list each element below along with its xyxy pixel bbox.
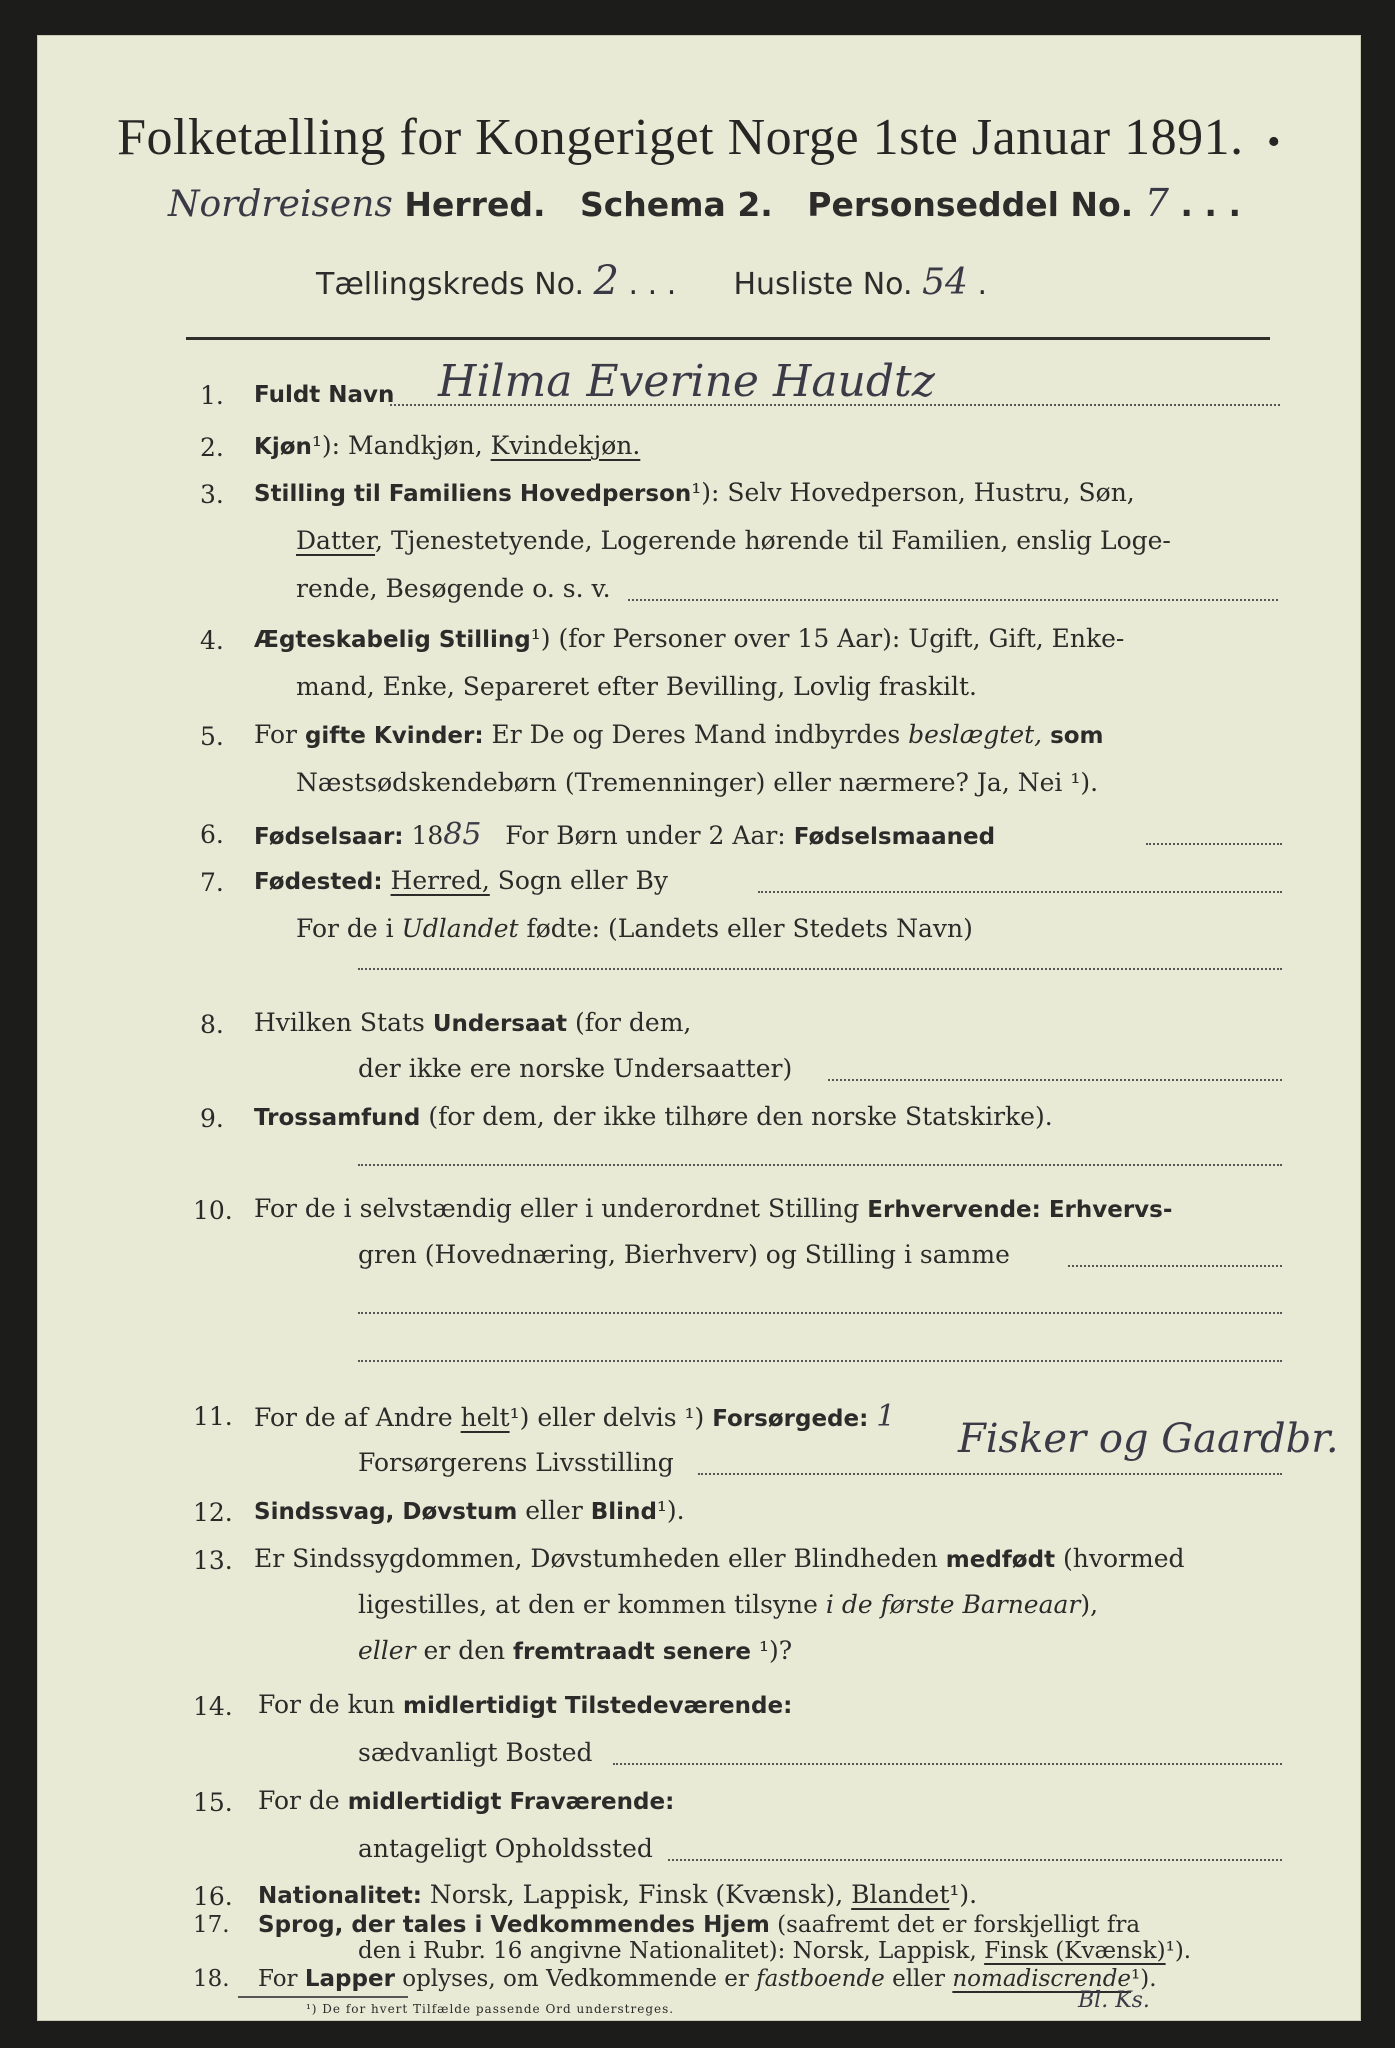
item-5-bold: gifte Kvinder: bbox=[304, 723, 484, 749]
item-13-italic: i de første Barneaar bbox=[825, 1590, 1081, 1619]
footnote-rule bbox=[238, 1996, 408, 1998]
item-18-bold: Lapper bbox=[304, 1966, 395, 1992]
herred-value: Nordreisens bbox=[168, 184, 393, 225]
item-11-body2: ¹) eller delvis ¹) bbox=[509, 1403, 705, 1432]
item-7-body3: fødte: (Landets eller Stedets Navn) bbox=[526, 914, 973, 943]
item-3-number: 3. bbox=[200, 480, 224, 509]
schema-label: Schema 2. bbox=[579, 185, 773, 224]
item-1-number: 1. bbox=[200, 381, 224, 410]
item-18-body3: eller bbox=[892, 1966, 946, 1992]
item-12-body2: ¹). bbox=[656, 1496, 685, 1525]
item-13-line1 bbox=[254, 1546, 1185, 1572]
title-dot-mark: • bbox=[1257, 121, 1281, 163]
item-17-body3: ¹). bbox=[1165, 1938, 1192, 1964]
item-16-bold: Nationalitet: bbox=[258, 1883, 422, 1909]
header-rule bbox=[186, 337, 1270, 340]
signature: Bl. Ks. bbox=[1078, 1988, 1150, 2013]
item-6-number: 6. bbox=[200, 820, 224, 849]
item-8-dotline bbox=[828, 1079, 1282, 1081]
item-6-bold2: Fødselsmaaned bbox=[793, 824, 996, 850]
item-3-underlined: Datter bbox=[296, 526, 376, 555]
item-4-line2 bbox=[296, 674, 977, 699]
title-text: Folketælling for Kongeriget Norge 1ste Januar 1891. bbox=[117, 109, 1244, 166]
husliste-dots: . bbox=[977, 267, 987, 302]
item-9-number: 9. bbox=[200, 1104, 224, 1133]
item-8-body: Hvilken Stats bbox=[254, 1008, 425, 1037]
item-4-body: ¹) (for Personer over 15 Aar): Ugift, Gift, Enke- bbox=[530, 624, 1125, 653]
footnote: ¹) De for hvert Tilfælde passende Ord understreges. bbox=[306, 2002, 675, 2016]
item-17-line2 bbox=[358, 1940, 1191, 1963]
item-14-line1 bbox=[258, 1692, 792, 1718]
item-14-bold: midlertidigt Tilstedeværende: bbox=[402, 1693, 793, 1719]
item-9-dotline bbox=[358, 1164, 1282, 1166]
item-16-body: Norsk, Lappisk, Finsk (Kvænsk), bbox=[429, 1880, 844, 1909]
item-6-line bbox=[254, 817, 996, 852]
item-6-body2: For Børn under 2 Aar: bbox=[505, 821, 786, 850]
item-10-body2: Erhvervs- bbox=[1048, 1197, 1173, 1223]
item-10-dotline1 bbox=[1068, 1265, 1282, 1267]
husliste-value: 54 bbox=[922, 262, 968, 303]
item-14-number: 14. bbox=[193, 1692, 233, 1721]
item-13-body5: er den bbox=[423, 1636, 506, 1665]
item-13-italic2: eller bbox=[358, 1636, 416, 1665]
item-8-bold: Undersaat bbox=[432, 1011, 568, 1037]
item-13-body3: ligestilles, at den er kommen tilsyne bbox=[358, 1590, 818, 1619]
item-15-line2 bbox=[358, 1836, 653, 1861]
item-3-line2 bbox=[296, 528, 1171, 553]
item-3-body3: rende, Besøgende o. s. v. bbox=[296, 574, 611, 603]
item-11-line2 bbox=[358, 1450, 674, 1475]
item-12-bold: Sindssvag, Døvstum bbox=[254, 1499, 518, 1525]
item-7-bold: Fødested: bbox=[254, 869, 383, 895]
item-10-body3: gren (Hovednæring, Bierhverv) og Stilling i samme bbox=[358, 1240, 1010, 1269]
item-2-bold: Kjøn bbox=[254, 434, 312, 460]
item-6-dotline bbox=[1146, 843, 1282, 845]
item-5-pre: For bbox=[254, 720, 297, 749]
item-17-body2: den i Rubr. 16 angivne Nationalitet): Norsk, Lappisk, bbox=[358, 1938, 977, 1964]
item-10-bold: Erhvervende: bbox=[867, 1197, 1041, 1223]
census-form-sheet bbox=[38, 36, 1360, 2020]
item-18-number: 18. bbox=[193, 1966, 230, 1992]
item-14-body: For de kun bbox=[258, 1690, 396, 1719]
item-11-bold: Forsørgede: bbox=[712, 1406, 869, 1432]
item-11-line1 bbox=[254, 1399, 896, 1434]
item-7-dotline1 bbox=[758, 891, 1282, 893]
form-title bbox=[38, 108, 1360, 167]
item-7-line1 bbox=[254, 868, 668, 894]
item-13-body4: ), bbox=[1080, 1590, 1099, 1619]
item-17-underlined: Finsk (Kvænsk) bbox=[984, 1938, 1166, 1964]
item-7-italic: Udlandet bbox=[401, 914, 519, 943]
item-11-number: 11. bbox=[193, 1402, 233, 1431]
kreds-value: 2 bbox=[593, 258, 619, 304]
item-12-line bbox=[254, 1498, 685, 1524]
item-18-body2: oplyses, om Vedkommende er bbox=[402, 1966, 749, 1992]
item-3-line3 bbox=[296, 576, 611, 601]
item-3-dotline bbox=[628, 599, 1278, 601]
item-11-dotline bbox=[698, 1473, 1282, 1475]
item-2-underlined: Kvindekjøn. bbox=[490, 431, 641, 460]
kreds-dots: . . . bbox=[628, 267, 724, 302]
item-6-bold: Fødselsaar: bbox=[254, 824, 404, 850]
item-16-number: 16. bbox=[193, 1882, 233, 1911]
item-3-bold: Stilling til Familiens Hovedperson bbox=[254, 481, 692, 507]
item-16-body2: ¹). bbox=[949, 1880, 978, 1909]
item-18-num-wrap bbox=[193, 1968, 230, 1991]
item-13-body6: ¹)? bbox=[758, 1636, 793, 1665]
item-10-body: For de i selvstændig eller i underordnet Stilling bbox=[254, 1194, 860, 1223]
item-2-text bbox=[254, 433, 640, 459]
item-4-number: 4. bbox=[200, 626, 224, 655]
item-10-number: 10. bbox=[193, 1196, 233, 1225]
item-5-number: 5. bbox=[200, 722, 224, 751]
item-9-body: (for dem, der ikke tilhøre den norske Statskirke). bbox=[428, 1102, 1053, 1131]
item-17-body: (saafremt det er forskjelligt fra bbox=[777, 1912, 1141, 1938]
item-17-num-wrap bbox=[193, 1914, 230, 1937]
item-18-line bbox=[258, 1968, 1157, 1991]
personseddel-value: 7 bbox=[1144, 181, 1169, 225]
item-14-body2: sædvanligt Bosted bbox=[358, 1738, 593, 1767]
item-11-answer: 1 bbox=[876, 1399, 896, 1434]
item-11-body3: Forsørgerens Livsstilling bbox=[358, 1448, 674, 1477]
husliste-label: Husliste No. bbox=[733, 267, 913, 302]
item-4-body2: mand, Enke, Separeret efter Bevilling, Lovlig fraskilt. bbox=[296, 672, 977, 701]
herred-label: Herred. bbox=[404, 185, 546, 224]
item-8-body3: der ikke ere norske Undersaatter) bbox=[358, 1054, 793, 1083]
item-1-label bbox=[254, 381, 394, 407]
item-13-body2: (hvormed bbox=[1063, 1544, 1185, 1573]
item-15-dotline bbox=[668, 1859, 1282, 1861]
item-7-body: Sogn eller By bbox=[497, 866, 668, 895]
item-8-line2 bbox=[358, 1056, 792, 1081]
item-18-italic: fastboende bbox=[756, 1966, 885, 1992]
item-18-italic2: nomadiscrende bbox=[952, 1966, 1132, 1992]
item-7-dotline2 bbox=[358, 968, 1282, 970]
item-5-body2: Næstsødskendebørn (Tremenninger) eller nærmere? Ja, Nei ¹). bbox=[296, 768, 1099, 797]
item-18-body4: ¹). bbox=[1131, 1966, 1157, 1992]
item-7-line2 bbox=[296, 916, 973, 941]
item-13-number: 13. bbox=[193, 1546, 233, 1575]
item-10-dotline3 bbox=[358, 1360, 1282, 1362]
kreds-husliste-line bbox=[316, 258, 987, 304]
personseddel-label: Personseddel No. bbox=[807, 185, 1134, 224]
item-13-line3 bbox=[358, 1638, 792, 1664]
item-14-line2 bbox=[358, 1740, 593, 1765]
item-17-line1 bbox=[258, 1914, 1140, 1937]
item-7-underlined: Herred, bbox=[390, 866, 490, 895]
item-12-number: 12. bbox=[193, 1498, 233, 1527]
item-2-number: 2. bbox=[200, 433, 224, 462]
herred-schema-line bbox=[168, 181, 1241, 225]
item-7-number: 7. bbox=[200, 868, 224, 897]
item-3-body: ¹): Selv Hovedperson, Hustru, Søn, bbox=[691, 478, 1135, 507]
item-2-body: ¹): Mandkjøn, bbox=[311, 431, 483, 460]
item-5-post: som bbox=[1050, 723, 1104, 749]
item-11-body: For de af Andre bbox=[254, 1403, 453, 1432]
item-13-line2 bbox=[358, 1592, 1098, 1617]
item-1-label-text: Fuldt Navn bbox=[254, 382, 395, 408]
item-5-line1 bbox=[254, 722, 1104, 748]
item-13-bold: medfødt bbox=[945, 1547, 1056, 1573]
item-10-line1 bbox=[254, 1196, 1172, 1222]
item-6-body: 18 bbox=[411, 821, 444, 850]
item-15-body2: antageligt Opholdssted bbox=[358, 1834, 653, 1863]
item-12-bold2: Blind bbox=[590, 1499, 657, 1525]
item-5-italic: beslægtet, bbox=[908, 720, 1043, 749]
item-13-body: Er Sindssygdommen, Døvstumheden eller Blindheden bbox=[254, 1544, 938, 1573]
item-11-underlined: helt bbox=[460, 1403, 510, 1432]
item-10-dotline2 bbox=[358, 1312, 1282, 1314]
item-4-bold: Ægteskabelig Stilling bbox=[254, 627, 531, 653]
item-18-pre: For bbox=[258, 1966, 298, 1992]
item-13-bold2: fremtraadt senere bbox=[513, 1639, 752, 1665]
kreds-label: Tællingskreds No. bbox=[316, 267, 584, 302]
item-10-line2 bbox=[358, 1242, 1010, 1267]
item-9-bold: Trossamfund bbox=[254, 1105, 421, 1131]
item-3-line1 bbox=[254, 480, 1135, 506]
item-15-number: 15. bbox=[193, 1788, 233, 1817]
item-8-number: 8. bbox=[200, 1010, 224, 1039]
item-7-body2: For de i bbox=[296, 914, 394, 943]
personseddel-dots: . . . bbox=[1180, 185, 1241, 224]
item-16-line bbox=[258, 1882, 977, 1908]
item-12-body: eller bbox=[525, 1496, 583, 1525]
item-15-bold: midlertidigt Fraværende: bbox=[347, 1789, 675, 1815]
item-16-underlined: Blandet bbox=[851, 1880, 950, 1909]
item-8-line1 bbox=[254, 1010, 691, 1036]
item-14-dotline bbox=[613, 1763, 1282, 1765]
item-17-number: 17. bbox=[193, 1912, 230, 1938]
item-11-answer2: Fisker og Gaardbr. bbox=[958, 1416, 1339, 1462]
item-3-body2: , Tjenestetyende, Logerende hørende til Familien, enslig Loge- bbox=[375, 526, 1171, 555]
item-4-line1 bbox=[254, 626, 1124, 652]
item-15-body: For de bbox=[258, 1786, 340, 1815]
item-17-bold: Sprog, der tales i Vedkommendes Hjem bbox=[258, 1912, 770, 1938]
item-1-answer: Hilma Everine Haudtz bbox=[438, 356, 935, 407]
item-8-body2: (for dem, bbox=[574, 1008, 692, 1037]
item-5-body: Er De og Deres Mand indbyrdes bbox=[491, 720, 901, 749]
item-9-line bbox=[254, 1104, 1053, 1130]
item-6-answer: 85 bbox=[443, 817, 482, 852]
item-15-line1 bbox=[258, 1788, 674, 1814]
item-5-line2 bbox=[296, 770, 1098, 795]
